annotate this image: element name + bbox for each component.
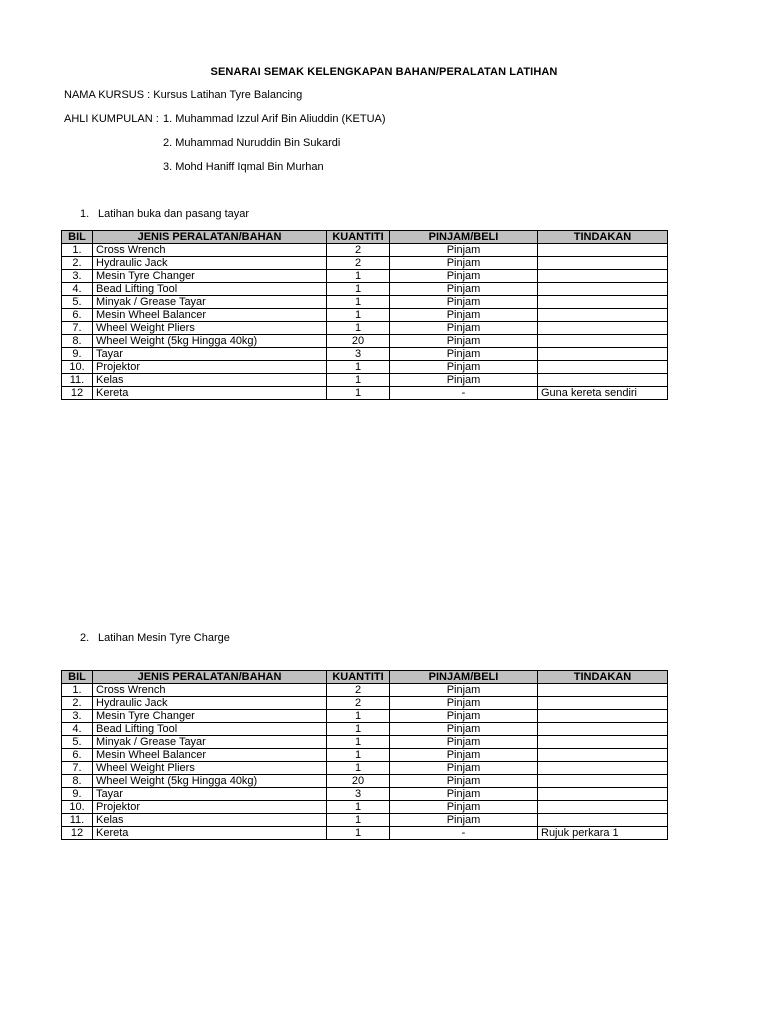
row-number-cell: 1. (62, 684, 93, 697)
action-note-cell (538, 749, 668, 762)
action-note-cell (538, 814, 668, 827)
row-number-cell: 4. (62, 283, 93, 296)
action-note-cell (538, 775, 668, 788)
row-number-cell: 1. (62, 244, 93, 257)
quantity-cell: 1 (327, 762, 390, 775)
column-header-status: PINJAM/BELI (390, 231, 538, 244)
row-number-cell: 3. (62, 710, 93, 723)
column-header-bil: BIL (62, 231, 93, 244)
action-note-cell (538, 348, 668, 361)
table-row (62, 762, 668, 775)
row-number-cell: 10. (62, 801, 93, 814)
row-number-cell: 9. (62, 348, 93, 361)
action-note-cell (538, 335, 668, 348)
item-name-cell: Wheel Weight Pliers (93, 322, 327, 335)
item-name-cell: Hydraulic Jack (93, 257, 327, 270)
action-note-cell: Guna kereta sendiri (538, 387, 668, 400)
table-row (62, 283, 668, 296)
item-name-cell: Hydraulic Jack (93, 697, 327, 710)
loan-status-cell: Pinjam (390, 788, 538, 801)
loan-status-cell: Pinjam (390, 762, 538, 775)
quantity-cell: 1 (327, 710, 390, 723)
row-number-cell: 9. (62, 788, 93, 801)
action-note-cell (538, 736, 668, 749)
row-number-cell: 4. (62, 723, 93, 736)
action-note-cell (538, 801, 668, 814)
section-1-title (80, 208, 249, 220)
row-number-cell: 11. (62, 814, 93, 827)
section-1-number: 1. (80, 208, 90, 220)
loan-status-cell: - (390, 827, 538, 840)
member-2: 2. Muhammad Nuruddin Bin Sukardi (163, 137, 341, 149)
quantity-cell: 3 (327, 788, 390, 801)
action-note-cell (538, 296, 668, 309)
loan-status-cell: - (390, 387, 538, 400)
action-note-cell (538, 244, 668, 257)
action-note-cell (538, 374, 668, 387)
table-row (62, 788, 668, 801)
quantity-cell: 1 (327, 736, 390, 749)
members-label: AHLI KUMPULAN : (64, 113, 159, 125)
section-1-label: Latihan buka dan pasang tayar (98, 208, 250, 220)
table-row (62, 801, 668, 814)
item-name-cell: Kereta (93, 827, 327, 840)
item-name-cell: Bead Lifting Tool (93, 283, 327, 296)
table-header-row (62, 231, 668, 244)
section-2-label: Latihan Mesin Tyre Charge (98, 632, 230, 644)
item-name-cell: Kereta (93, 387, 327, 400)
item-name-cell: Mesin Wheel Balancer (93, 309, 327, 322)
column-header-status: PINJAM/BELI (390, 671, 538, 684)
row-number-cell: 6. (62, 749, 93, 762)
loan-status-cell: Pinjam (390, 749, 538, 762)
item-name-cell: Wheel Weight (5kg Hingga 40kg) (93, 775, 327, 788)
table-row (62, 736, 668, 749)
member-1: 1. Muhammad Izzul Arif Bin Aliuddin (KETUA) (163, 113, 386, 125)
item-name-cell: Mesin Wheel Balancer (93, 749, 327, 762)
table-row (62, 827, 668, 840)
action-note-cell (538, 270, 668, 283)
action-note-cell (538, 710, 668, 723)
item-name-cell: Tayar (93, 788, 327, 801)
action-note-cell (538, 257, 668, 270)
table-row (62, 322, 668, 335)
table-row (62, 710, 668, 723)
quantity-cell: 1 (327, 374, 390, 387)
table-row (62, 374, 668, 387)
loan-status-cell: Pinjam (390, 684, 538, 697)
action-note-cell (538, 684, 668, 697)
quantity-cell: 1 (327, 283, 390, 296)
row-number-cell: 11. (62, 374, 93, 387)
course-name-line: NAMA KURSUS : Kursus Latihan Tyre Balancing (64, 89, 303, 101)
quantity-cell: 1 (327, 309, 390, 322)
table-row (62, 244, 668, 257)
row-number-cell: 6. (62, 309, 93, 322)
column-header-action: TINDAKAN (538, 231, 668, 244)
action-note-cell (538, 788, 668, 801)
table-row (62, 723, 668, 736)
table-row (62, 270, 668, 283)
quantity-cell: 2 (327, 244, 390, 257)
column-header-action: TINDAKAN (538, 671, 668, 684)
quantity-cell: 20 (327, 775, 390, 788)
table-row (62, 775, 668, 788)
loan-status-cell: Pinjam (390, 374, 538, 387)
table-row (62, 309, 668, 322)
quantity-cell: 1 (327, 361, 390, 374)
action-note-cell (538, 723, 668, 736)
column-header-bil: BIL (62, 671, 93, 684)
loan-status-cell: Pinjam (390, 801, 538, 814)
loan-status-cell: Pinjam (390, 244, 538, 257)
row-number-cell: 8. (62, 335, 93, 348)
row-number-cell: 5. (62, 296, 93, 309)
loan-status-cell: Pinjam (390, 775, 538, 788)
loan-status-cell: Pinjam (390, 723, 538, 736)
loan-status-cell: Pinjam (390, 283, 538, 296)
section-2-table (61, 670, 668, 840)
loan-status-cell: Pinjam (390, 736, 538, 749)
item-name-cell: Bead Lifting Tool (93, 723, 327, 736)
item-name-cell: Kelas (93, 814, 327, 827)
item-name-cell: Projektor (93, 801, 327, 814)
item-name-cell: Tayar (93, 348, 327, 361)
quantity-cell: 2 (327, 684, 390, 697)
table-row (62, 361, 668, 374)
table-row (62, 387, 668, 400)
loan-status-cell: Pinjam (390, 309, 538, 322)
table-row (62, 296, 668, 309)
quantity-cell: 1 (327, 723, 390, 736)
item-name-cell: Projektor (93, 361, 327, 374)
loan-status-cell: Pinjam (390, 348, 538, 361)
table-row (62, 814, 668, 827)
column-header-quantity: KUANTITI (327, 671, 390, 684)
row-number-cell: 2. (62, 257, 93, 270)
table-row (62, 257, 668, 270)
quantity-cell: 1 (327, 814, 390, 827)
document-title: SENARAI SEMAK KELENGKAPAN BAHAN/PERALATAN LATIHAN (210, 66, 558, 78)
row-number-cell: 7. (62, 322, 93, 335)
quantity-cell: 1 (327, 387, 390, 400)
loan-status-cell: Pinjam (390, 697, 538, 710)
loan-status-cell: Pinjam (390, 335, 538, 348)
row-number-cell: 12 (62, 387, 93, 400)
table-row (62, 684, 668, 697)
quantity-cell: 1 (327, 270, 390, 283)
action-note-cell: Rujuk perkara 1 (538, 827, 668, 840)
table-row (62, 335, 668, 348)
section-1-table (61, 230, 668, 400)
quantity-cell: 1 (327, 749, 390, 762)
quantity-cell: 20 (327, 335, 390, 348)
item-name-cell: Mesin Tyre Changer (93, 710, 327, 723)
column-header-quantity: KUANTITI (327, 231, 390, 244)
column-header-item: JENIS PERALATAN/BAHAN (93, 671, 327, 684)
quantity-cell: 3 (327, 348, 390, 361)
loan-status-cell: Pinjam (390, 257, 538, 270)
action-note-cell (538, 322, 668, 335)
loan-status-cell: Pinjam (390, 270, 538, 283)
action-note-cell (538, 762, 668, 775)
row-number-cell: 12 (62, 827, 93, 840)
loan-status-cell: Pinjam (390, 296, 538, 309)
quantity-cell: 1 (327, 801, 390, 814)
action-note-cell (538, 697, 668, 710)
action-note-cell (538, 361, 668, 374)
row-number-cell: 2. (62, 697, 93, 710)
row-number-cell: 7. (62, 762, 93, 775)
action-note-cell (538, 283, 668, 296)
row-number-cell: 10. (62, 361, 93, 374)
member-3: 3. Mohd Haniff Iqmal Bin Murhan (163, 161, 324, 173)
row-number-cell: 8. (62, 775, 93, 788)
quantity-cell: 1 (327, 827, 390, 840)
section-2-number: 2. (80, 632, 90, 644)
item-name-cell: Minyak / Grease Tayar (93, 296, 327, 309)
row-number-cell: 5. (62, 736, 93, 749)
quantity-cell: 1 (327, 322, 390, 335)
item-name-cell: Cross Wrench (93, 244, 327, 257)
item-name-cell: Minyak / Grease Tayar (93, 736, 327, 749)
table-row (62, 697, 668, 710)
item-name-cell: Wheel Weight Pliers (93, 762, 327, 775)
section-2-title (80, 632, 230, 644)
quantity-cell: 2 (327, 697, 390, 710)
column-header-item: JENIS PERALATAN/BAHAN (93, 231, 327, 244)
loan-status-cell: Pinjam (390, 710, 538, 723)
item-name-cell: Cross Wrench (93, 684, 327, 697)
table-header-row (62, 671, 668, 684)
action-note-cell (538, 309, 668, 322)
table-row (62, 348, 668, 361)
table-row (62, 749, 668, 762)
quantity-cell: 2 (327, 257, 390, 270)
loan-status-cell: Pinjam (390, 361, 538, 374)
loan-status-cell: Pinjam (390, 322, 538, 335)
item-name-cell: Wheel Weight (5kg Hingga 40kg) (93, 335, 327, 348)
quantity-cell: 1 (327, 296, 390, 309)
loan-status-cell: Pinjam (390, 814, 538, 827)
item-name-cell: Mesin Tyre Changer (93, 270, 327, 283)
row-number-cell: 3. (62, 270, 93, 283)
item-name-cell: Kelas (93, 374, 327, 387)
